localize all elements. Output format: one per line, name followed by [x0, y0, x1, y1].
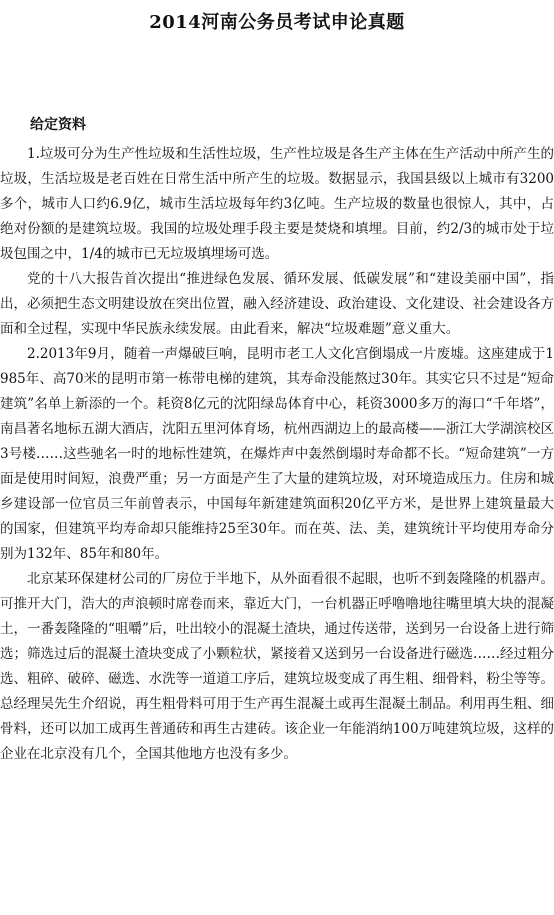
paragraph: 党的十八大报告首次提出“推进绿色发展、循环发展、低碳发展”和“建设美丽中国”，指出，必须把生态文明建设放在突出位置，融入经济建设、政治建设、文化建设、社会建设各方面和全过程，实现中华民族永续发展。由此看来，解决“垃圾难题”意义重大。	[0, 271, 554, 337]
paragraph: 1.垃圾可分为生产性垃圾和生活性垃圾，生产性垃圾是各生产主体在生产活动中所产生的垃圾，生活垃圾是老百姓在日常生活中所产生的垃圾。数据显示，我国县级以上城市有3200多个，城市人口约6.9亿，城市生活垃圾每年约3亿吨。生产垃圾的数量也很惊人，其中，占绝对份额的是建筑垃圾。我国的垃圾处理手段主要是焚烧和填埋。目前，约2/3的城市处于垃圾包围之中，1/4的城市已无垃圾填埋场可选。	[0, 146, 554, 262]
section-heading: 给定资料	[30, 117, 86, 133]
paragraph: 北京某环保建材公司的厂房位于半地下，从外面看很不起眼，也听不到轰隆隆的机器声。可推开大门，浩大的声浪顿时席卷而来，靠近大门，一台机器正呼噜噜地往嘴里填大块的混凝土，一番轰隆隆的“咀嚼”后，吐出较小的混凝土渣块，通过传送带，送到另一台设备上进行筛选；筛选过后的混凝土渣块变成了小颗粒状，紧接着又送到另一台设备进行磁选……经过粗分选、粗碎、破碎、磁选、水洗等一道道工序后，建筑垃圾变成了再生粗、细骨料，粉尘等等。总经理吴先生介绍说，再生粗骨料可用于生产再生混凝土或再生混凝土制品。利用再生粗、细骨料，还可以加工成再生普通砖和再生古建砖。该企业一年能消纳100万吨建筑垃圾，这样的企业在北京没有几个，全国其他地方也没有多少。	[0, 571, 554, 762]
page-title: 2014河南公务员考试申论真题	[149, 12, 405, 33]
document-body	[0, 142, 554, 767]
paragraph: 2.2013年9月，随着一声爆破巨响，昆明市老工人文化宫倒塌成一片废墟。这座建成于1985年、高70米的昆明市第一栋带电梯的建筑，其寿命没能熬过30年。其实它只不过是“短命建筑”名单上新添的一个。耗资8亿元的沈阳绿岛体育中心，耗资3000多万的海口“千年塔”，南昌著名地标五湖大酒店，沈阳五里河体育场，杭州西湖边上的最高楼——浙江大学湖滨校区3号楼……这些驰名一时的地标性建筑，在爆炸声中轰然倒塌时寿命都不长。“短命建筑”一方面是使用时间短，浪费严重；另一方面是产生了大量的建筑垃圾，对环境造成压力。住房和城乡建设部一位官员三年前曾表示，中国每年新建建筑面积20亿平方米，是世界上建筑量最大的国家，但建筑平均寿命却只能维持25至30年。而在英、法、美，建筑统计平均使用寿命分别为132年、85年和80年。	[0, 346, 554, 562]
